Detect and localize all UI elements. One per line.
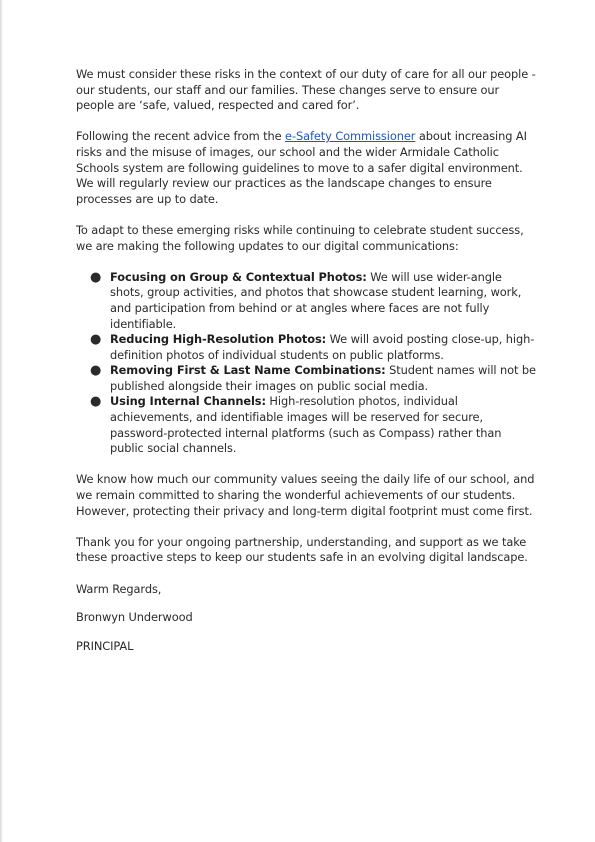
updates-list (76, 270, 537, 457)
list-item-title: Reducing High-Resolution Photos: (110, 332, 327, 347)
bullet-icon: ● (90, 363, 102, 379)
paragraph-duty-of-care: We must consider these risks in the context of our duty of care for all our people - our students, our staff and our families. These changes serve to ensure our people are ‘safe, valued, respected and cared for’. (76, 67, 536, 113)
signatory-name: Bronwyn Underwood (76, 610, 193, 625)
paragraph-thank-you: Thank you for your ongoing partnership, understanding, and support as we take these proactive steps to keep our students safe in an evolving digital landscape. (76, 534, 528, 565)
bullet-icon: ● (90, 332, 102, 348)
list-item-text: We will avoid posting close-up, high-definition photos of individual students on public platforms. (110, 332, 535, 362)
paragraph-updates-intro: To adapt to these emerging risks while continuing to celebrate student success, we are making the following updates to our digital communications: (76, 222, 524, 253)
bullet-icon: ● (90, 394, 102, 410)
closing-block (76, 582, 537, 655)
list-item-title: Focusing on Group & Contextual Photos: (110, 269, 367, 284)
list-item-text: Student names will not be published alongside their images on public social media. (110, 363, 536, 393)
salutation: Warm Regards, (76, 581, 162, 596)
paragraph-esafety-body: about increasing AI risks and the misuse of images, our school and the wider Armidale Catholic Schools system are following guidelines to move to a safer digital environment. We will regularly review our practices as the landscape changes to ensure processes are up to date. (76, 129, 527, 206)
paragraph-community-values: We know how much our community values seeing the daily life of our school, and we remain committed to sharing the wonderful achievements of our students. However, protecting their privacy and long-term digital footprint must come first. (76, 472, 535, 518)
esafety-commissioner-link[interactable]: e-Safety Commissioner (285, 129, 416, 144)
bullet-icon: ● (90, 269, 102, 285)
list-item (90, 363, 537, 394)
paragraph-esafety-advice (76, 129, 537, 207)
list-item-text: High-resolution photos, individual achievements, and identifiable images will be reserved for secure, password-protected internal platforms (such as Compass) rather than public social channels. (110, 394, 502, 456)
list-item-title: Removing First & Last Name Combinations: (110, 363, 386, 378)
paragraph-esafety-intro: Following the recent advice from the (76, 129, 286, 144)
list-item (90, 332, 537, 363)
list-item (90, 394, 537, 456)
list-item-title: Using Internal Channels: (110, 394, 266, 409)
list-item-text: We will use wider-angle shots, group activities, and photos that showcase student learning, work, and participation from behind or at angles where faces are not fully identifiable. (110, 269, 522, 331)
signatory-role: PRINCIPAL (76, 638, 134, 653)
scan-edge (0, 0, 3, 842)
list-item (90, 269, 537, 332)
